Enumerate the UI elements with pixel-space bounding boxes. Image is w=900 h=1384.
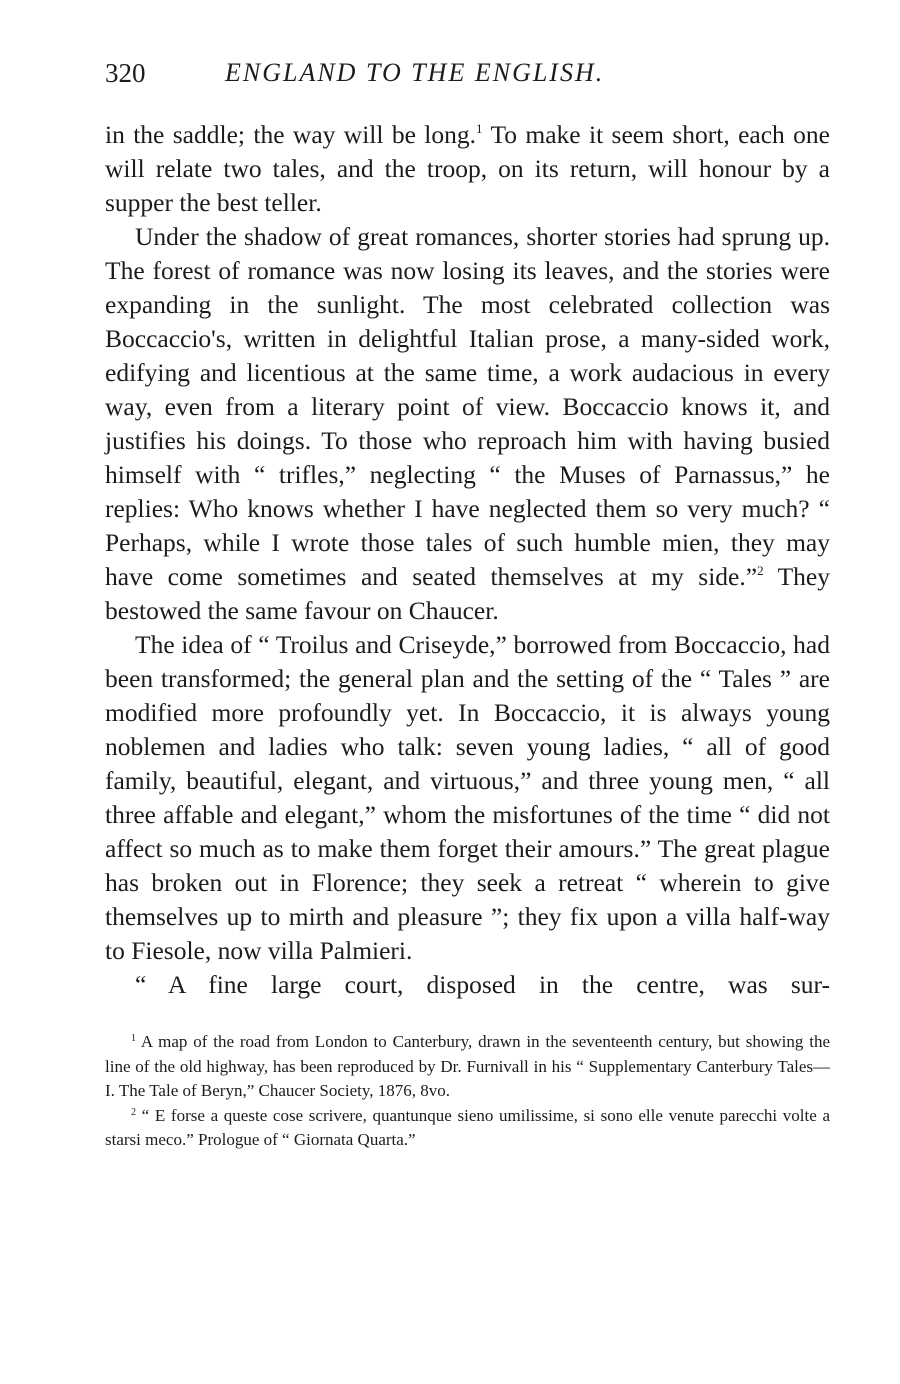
footnote-ref-1: 1 bbox=[476, 121, 483, 136]
running-title: ENGLAND TO THE ENGLISH. bbox=[225, 58, 605, 87]
paragraph-2-part-a: Under the shadow of great romances, shorter stories had sprung up. The forest of romance was now losing its leaves, and the stories were expanding in the sunlight. The most celebrated collection was Boccaccio's, written in delightful Italian prose, a many-sided work, edifying and licentious at the same time, a work audacious in every way, even from a literary point of view. Boccaccio knows it, and justifies his doings. To those who reproach him with having busied himself with “ trifles,” neglecting “ the Muses of Parnassus,” he replies: Who knows whether I have neglected them so very much? “ Perhaps, while I wrote those tales of such humble mien, they may have come sometimes and seated themselves at my side.” bbox=[105, 222, 830, 591]
paragraph-2-part-b: They bestowed the same favour on Chaucer. bbox=[105, 562, 830, 625]
footnote-ref-2: 2 bbox=[757, 563, 764, 578]
paragraph-2 bbox=[105, 220, 830, 628]
footnote-1-mark: 1 bbox=[131, 1033, 136, 1044]
paragraph-1-part-a: in the saddle; the way will be long. bbox=[105, 120, 477, 149]
paragraph-1 bbox=[105, 118, 830, 220]
body-text bbox=[105, 118, 830, 1002]
footnote-2-text: “ E forse a queste cose scrivere, quantunque sieno umilissime, si sono elle venute parecchi volte a starsi meco.” Prologue of “ Giornata Quarta.” bbox=[105, 1105, 830, 1149]
page-number: 320 bbox=[105, 58, 146, 88]
footnote-1 bbox=[105, 1030, 830, 1104]
paragraph-3: The idea of “ Troilus and Criseyde,” borrowed from Boccaccio, had been transformed; the general plan and the setting of the “ Tales ” are modified more profoundly yet. In Boccaccio, it is always young noblemen and ladies who talk: seven young ladies, “ all of good family, beautiful, elegant, and virtuous,” and three young men, “ all three affable and elegant,” whom the misfortunes of the time “ did not affect so much as to make them forget their amours.” The great plague has broken out in Florence; they seek a retreat “ wherein to give themselves up to mirth and pleasure ”; they fix upon a villa half-way to Fiesole, now villa Palmieri. bbox=[105, 630, 830, 965]
book-page bbox=[105, 58, 830, 1153]
paragraph-4: “ A fine large court, disposed in the centre, was sur- bbox=[135, 970, 830, 999]
paragraph-1-part-b: To make it seem short, each one will relate two tales, and the troop, on its return, will honour by a supper the best teller. bbox=[105, 120, 830, 217]
footnote-2-mark: 2 bbox=[131, 1106, 136, 1118]
footnote-1-text: A map of the road from London to Canterbury, drawn in the seventeenth century, but showing the line of the old highway, has been reproduced by Dr. Furnivall in his “ Supplementary Canterbury Tales—I. The Tale of Beryn,” Chaucer Society, 1876, 8vo. bbox=[105, 1032, 830, 1100]
footnotes bbox=[105, 1030, 830, 1153]
page-header bbox=[105, 58, 830, 98]
footnote-2 bbox=[105, 1104, 830, 1153]
